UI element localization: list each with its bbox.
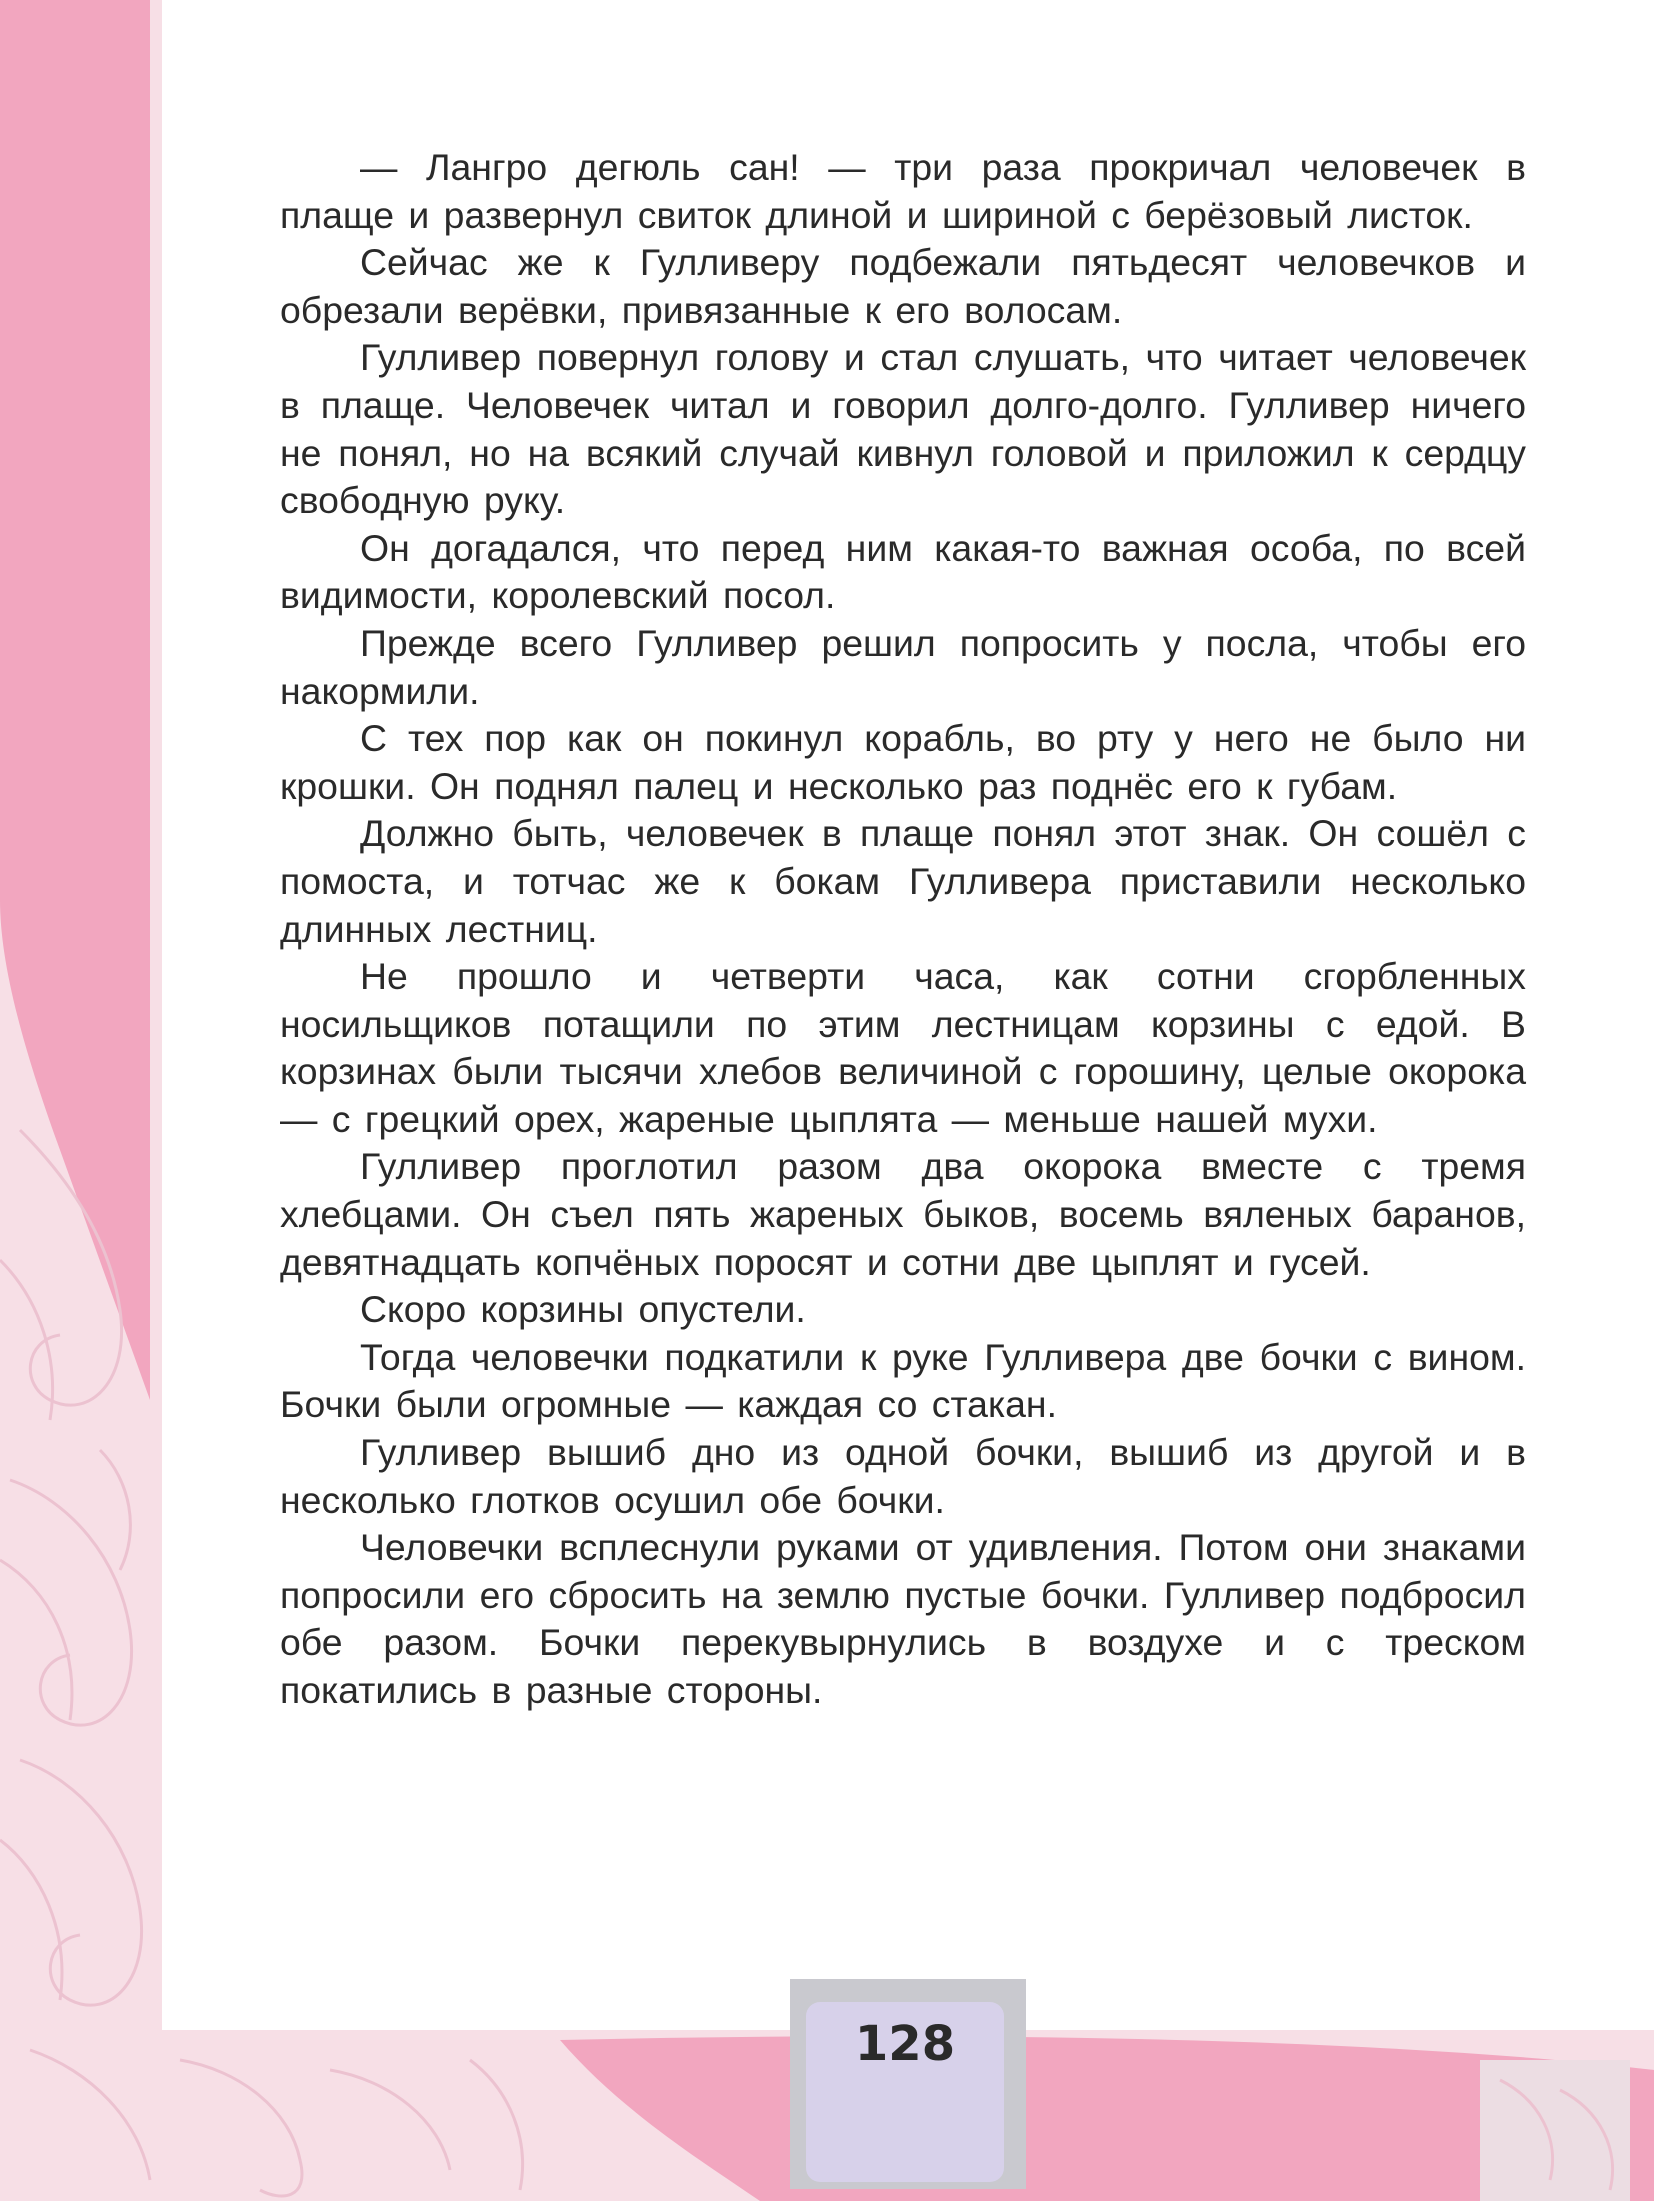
paragraph: Тогда человечки подкатили к руке Гулливера две бочки с вином. Бочки были огромные — каждая со стакан. <box>280 1335 1526 1426</box>
paragraph: Человечки всплеснули руками от удивления. Потом они знаками попросили его сбросить на землю пустые бочки. Гулливер подбросил обе разом. Бочки перекувырнулись в воздухе и с треском покатились в разные стороны. <box>280 1526 1526 1711</box>
paragraph: Гулливер повернул голову и стал слушать, что читает человечек в плаще. Человечек читал и говорил долго-долго. Гулливер ничего не понял, но на всякий случай кивнул головой и приложил к сердцу свободную руку. <box>280 336 1526 522</box>
paragraph: Не прошло и четверти часа, как сотни сгорбленных носильщиков потащили по этим лестницам корзины с едой. В корзинах были тысячи хлебов величиной с горошину, целые окорока — с грецкий орех, жареные цыплята — меньше нашей мухи. <box>280 955 1526 1140</box>
paragraph: С тех пор как он покинул корабль, во рту у него не было ни крошки. Он поднял палец и несколько раз поднёс его к губам. <box>280 717 1526 807</box>
paragraph: Гулливер вышиб дно из одной бочки, вышиб из другой и в несколько глотков осушил обе бочки. <box>280 1431 1526 1521</box>
paragraph: Скоро корзины опустели. <box>360 1288 806 1331</box>
paragraph: — Лангро дегюль сан! — три раза прокричал человечек в плаще и развернул свиток длиной и шириной с берёзовый листок. <box>280 146 1526 236</box>
paragraph: Сейчас же к Гулливеру подбежали пятьдесят человечков и обрезали верёвки, привязанные к его волосам. <box>280 241 1526 331</box>
paragraph: Должно быть, человечек в плаще понял этот знак. Он сошёл с помоста, и тотчас же к бокам Гулливера приставили несколько длинных лестниц. <box>280 812 1526 950</box>
page-number: 128 <box>854 2016 956 2072</box>
paragraph: Прежде всего Гулливер решил попросить у посла, чтобы его накормили. <box>280 621 1526 712</box>
paragraph: Гулливер проглотил разом два окорока вместе с тремя хлебцами. Он съел пять жареных быков, восемь вяленых баранов, девятнадцать копчёных поросят и сотни две цыплят и гусей. <box>280 1145 1526 1283</box>
story-text <box>280 144 1526 1715</box>
paragraph: Он догадался, что перед ним какая-то важная особа, по всей видимости, королевский посол. <box>280 526 1526 617</box>
